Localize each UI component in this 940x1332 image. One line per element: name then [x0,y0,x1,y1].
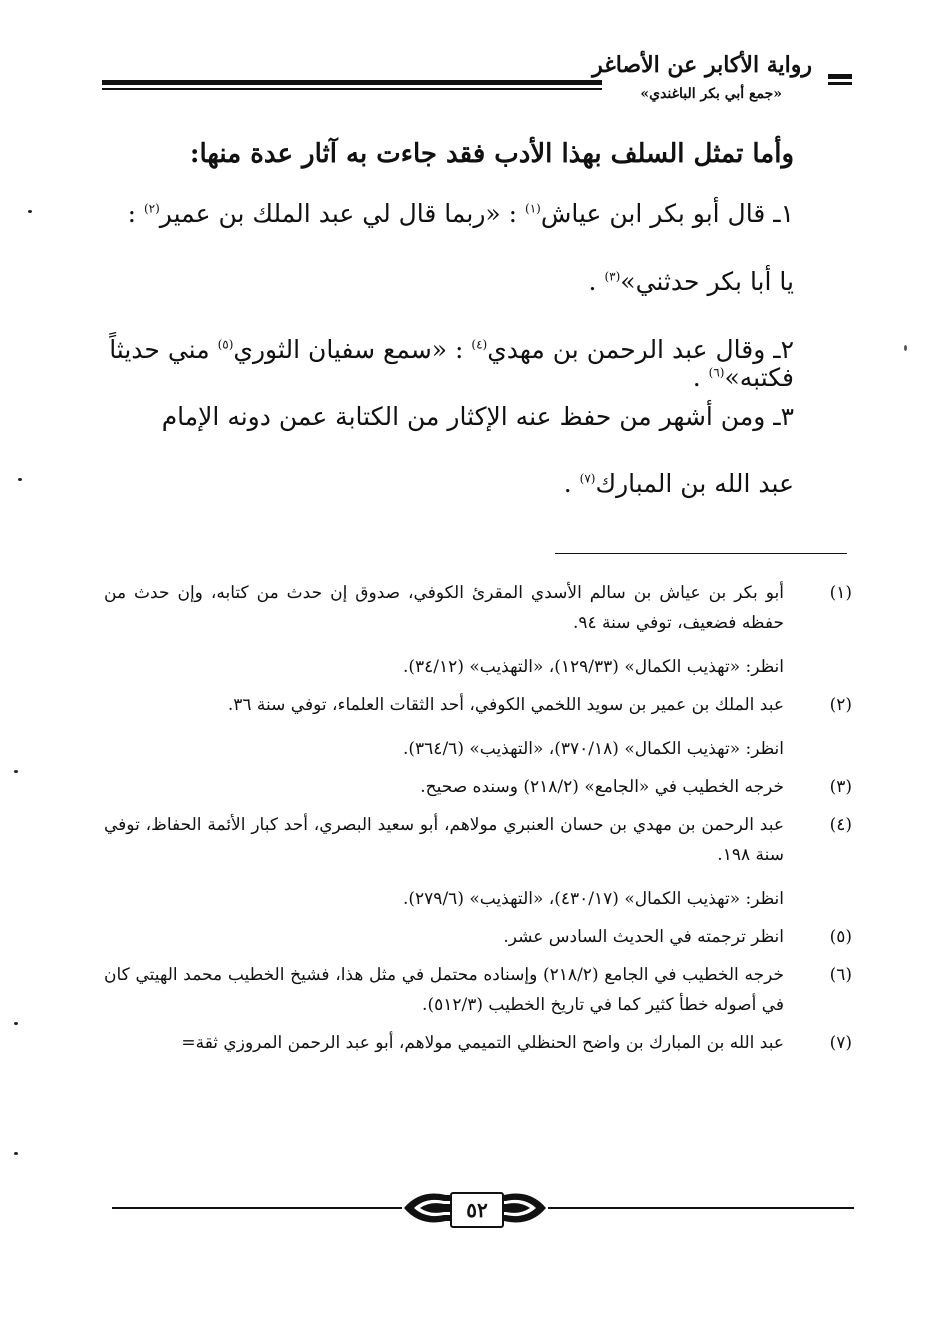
header-tick-mark-lower [828,82,852,85]
footnote-number: (٥) [829,927,852,947]
item-3-text-b: . [563,469,572,498]
footnote-text: عبد الملك بن عمير بن سويد اللخمي الكوفي، أحد الثقات العلماء، توفي سنة ٣٦. [227,695,784,715]
footnote-number: (٦) [829,965,852,985]
scan-speck [14,770,18,773]
footnote-marker-4[interactable]: (٤) [471,337,488,352]
page-number: ٥٢ [450,1192,504,1228]
footnote-marker-1[interactable]: (١) [525,201,541,216]
header-tick-mark [828,74,852,79]
footnote-3 [104,772,852,802]
header-rule [102,80,602,85]
item-2-text-c: مني حديثاً فكتبه» [109,335,794,392]
item-3-text-a: عبد الله بن المبارك [595,469,794,498]
footnote-reference: انظر: «تهذيب الكمال» (١٢٩/٣٣)، «التهذيب» (٣٤/١٢). [403,657,784,677]
running-header [100,52,852,112]
item-1-text-c: : [127,199,137,228]
scan-speck [904,345,907,351]
scan-speck [28,210,32,213]
scan-speck [18,478,22,481]
header-subtitle: «جمع أبي بكر الباغندي» [640,86,782,102]
scan-speck [14,1152,18,1155]
footnote-body [104,960,792,1020]
footnote-text: انظر ترجمته في الحديث السادس عشر. [503,927,784,947]
item-3-line-2 [104,470,794,498]
footnote-marker-3[interactable]: (٣) [604,269,621,284]
footnote-1 [104,578,852,682]
footnote-marker-6[interactable]: (٦) [708,365,725,380]
item-3-line-1: ٣ـ ومن أشهر من حفظ عنه الإكثار من الكتابة عمن دونه الإمام [161,402,794,431]
footnote-text: خرجه الخطيب في الجامع (٢١٨/٢) وإسناده محتمل في مثل هذا، فشيخ الخطيب محمد الهيتي كان في أصوله خطأ كثير كما في تاريخ الخطيب (٥١٢/٣). [104,965,784,1015]
footnote-reference: انظر: «تهذيب الكمال» (٣٧٠/١٨)، «التهذيب» (٣٦٤/٦). [403,739,784,759]
item-2-text-d: . [692,362,701,392]
footnote-number: (٣) [829,777,852,797]
footnote-body [104,690,792,764]
footnote-text: عبد الله بن المبارك بن واضح الحنظلي التميمي مولاهم، أبو عبد الرحمن المروزي ثقة= [181,1033,784,1053]
item-2-text-b: : «سمع سفيان الثوري [233,335,464,364]
footnote-5 [104,922,852,952]
footnote-body [104,1028,792,1058]
footnotes [104,578,852,1066]
footnote-text: عبد الرحمن بن مهدي بن حسان العنبري مولاهم، أبو سعيد البصري، أحد كبار الأئمة الحفاظ، توفي سنة ١٩٨. [104,815,784,865]
footnote-marker-5[interactable]: (٥) [217,337,234,352]
item-1-text-b: : «ربما قال لي عبد الملك بن عمير [159,199,518,228]
item-1-line-1 [104,200,794,228]
footnote-marker-2[interactable]: (٢) [143,201,160,216]
intro-heading: وأما تمثل السلف بهذا الأدب فقد جاءت به آثار عدة منها: [189,139,794,169]
footnote-body [104,578,792,682]
header-title: رواية الأكابر عن الأصاغر [592,52,812,78]
footnote-text: أبو بكر بن عياش بن سالم الأسدي المقرئ الكوفي، صدوق إن حدث من كتابه، وإن حدث من حفظه فضعيف، توفي سنة ٩٤. [104,583,784,633]
header-rule-thin [102,88,602,90]
footnote-separator [555,553,847,554]
footnote-body [104,772,792,802]
footnote-6 [104,960,852,1020]
footnote-body [104,810,792,914]
footnote-2 [104,690,852,764]
footer-rule-right [548,1207,854,1209]
footnote-number: (١) [829,583,852,603]
scan-speck [14,1022,18,1025]
footnote-4 [104,810,852,914]
item-1-text-d: يا أبا بكر حدثني» [620,267,794,296]
item-1-text-a: ١ـ قال أبو بكر ابن عياش [540,199,794,228]
footnote-marker-7[interactable]: (٧) [579,471,596,486]
footnote-text: خرجه الخطيب في «الجامع» (٢١٨/٢) وسنده صحيح. [420,777,784,797]
footnote-number: (٢) [829,695,852,715]
footnote-7 [104,1028,852,1058]
footnote-number: (٤) [829,815,852,835]
item-1-text-e: . [588,267,597,296]
footer-rule-left [112,1207,402,1209]
footnote-body [104,922,792,952]
item-2-text-a: ٢ـ وقال عبد الرحمن بن مهدي [487,335,794,364]
item-1-line-2 [104,268,794,296]
footnote-number: (٧) [829,1033,852,1053]
footnote-reference: انظر: «تهذيب الكمال» (٤٣٠/١٧)، «التهذيب» (٢٧٩/٦). [403,889,784,909]
item-2 [104,336,794,391]
